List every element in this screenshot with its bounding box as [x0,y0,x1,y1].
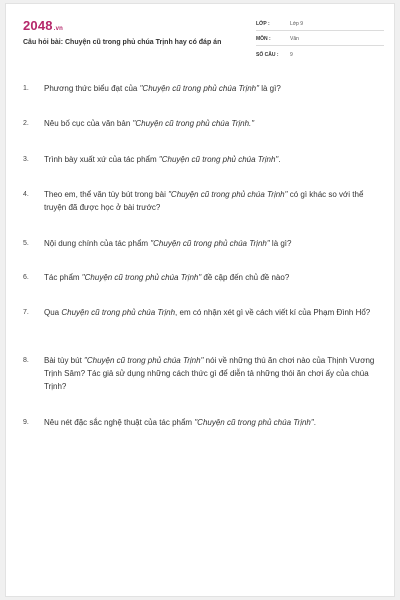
meta-row-class [256,16,384,31]
logo-suffix: .vn [53,26,64,32]
question-number: 6. [23,274,29,281]
question-item [23,82,383,95]
site-logo[interactable] [23,18,63,33]
question-text-segment: là gì? [269,239,292,248]
question-text-segment: . [313,418,316,427]
question-text-segment: là gì? [258,84,281,93]
question-item [23,271,383,284]
question-item [23,354,383,393]
question-text-segment: nói về những thú ăn chơi nào của Thịnh Vương Trịnh Sâm? Tác giả sử dụng những cách thức gì để diễn tả những thói ăn chơi ấy của chúa Trịnh? [44,356,375,391]
question-item [23,237,383,250]
document-header [6,4,394,66]
question-number: 7. [23,309,29,316]
question-work-title: "Chuyện cũ trong phủ chúa Trịnh" [84,356,204,365]
question-text-segment: đề cập đến chủ đề nào? [201,273,290,282]
question-number: 4. [23,191,29,198]
question-text-segment: Nội dung chính của tác phẩm [44,239,151,248]
question-text [44,117,383,130]
question-work-title: Chuyện cũ trong phủ chúa Trịnh [61,308,176,317]
question-text-segment: , em có nhận xét gì về cách viết kí của Phạm Đình Hổ? [175,308,371,317]
question-text [44,306,383,319]
question-text [44,271,383,284]
question-number: 9. [23,419,29,426]
question-text-segment: Theo em, thể văn tùy bút trong bài [44,190,169,199]
question-text-segment: Nêu bố cục của văn bản [44,119,133,128]
question-item [23,416,383,429]
question-number: 8. [23,357,29,364]
question-text-segment: . [278,155,281,164]
question-text-segment: Nêu nét đặc sắc nghệ thuật của tác phẩm [44,418,195,427]
question-text [44,416,383,429]
question-work-title: "Chuyện cũ trong phủ chúa Trịnh" [150,239,270,248]
question-work-title: "Chuyện cũ trong phủ chúa Trịnh." [132,119,255,128]
question-item [23,188,383,214]
logo-main: 2048 [23,18,53,33]
meta-value-class: Lớp 9 [290,21,304,27]
question-work-title: "Chuyện cũ trong phủ chúa Trịnh" [194,418,314,427]
question-number: 3. [23,156,29,163]
question-text [44,354,383,393]
question-work-title: "Chuyện cũ trong phủ chúa Trịnh" [168,190,288,199]
question-text [44,237,383,250]
document-page [5,3,395,597]
question-item [23,153,383,166]
meta-value-subject: Văn [290,36,299,42]
meta-label-class: LỚP : [256,21,270,27]
meta-label-count: SỐ CÂU : [256,52,279,58]
question-text [44,82,383,95]
meta-row-count [256,46,384,61]
meta-row-subject [256,31,384,46]
question-text-segment: có gì khác so với thể truyện đã được học ở bài trước? [44,190,364,212]
meta-table [256,16,384,61]
question-text-segment: Qua [44,308,62,317]
question-work-title: "Chuyện cũ trong phủ chúa Trịnh" [139,84,259,93]
question-number: 1. [23,85,29,92]
question-item [23,117,383,130]
question-work-title: "Chuyện cũ trong phủ chúa Trịnh" [158,155,279,164]
question-text [44,153,383,166]
question-number: 2. [23,120,29,127]
question-text-segment: Trình bày xuất xứ của tác phẩm [44,155,159,164]
meta-value-count: 9 [290,52,293,58]
question-work-title: "Chuyện cũ trong phủ chúa Trịnh" [81,273,202,282]
question-item [23,306,383,319]
meta-label-subject: MÔN : [256,36,271,42]
question-number: 5. [23,240,29,247]
question-text [44,188,383,214]
question-text-segment: Bài tùy bút [44,356,85,365]
document-title: Câu hỏi bài: Chuyện cũ trong phủ chúa Trịnh hay có đáp án [23,39,222,46]
question-text-segment: Phương thức biểu đạt của [44,84,140,93]
question-text-segment: Tác phẩm [44,273,82,282]
